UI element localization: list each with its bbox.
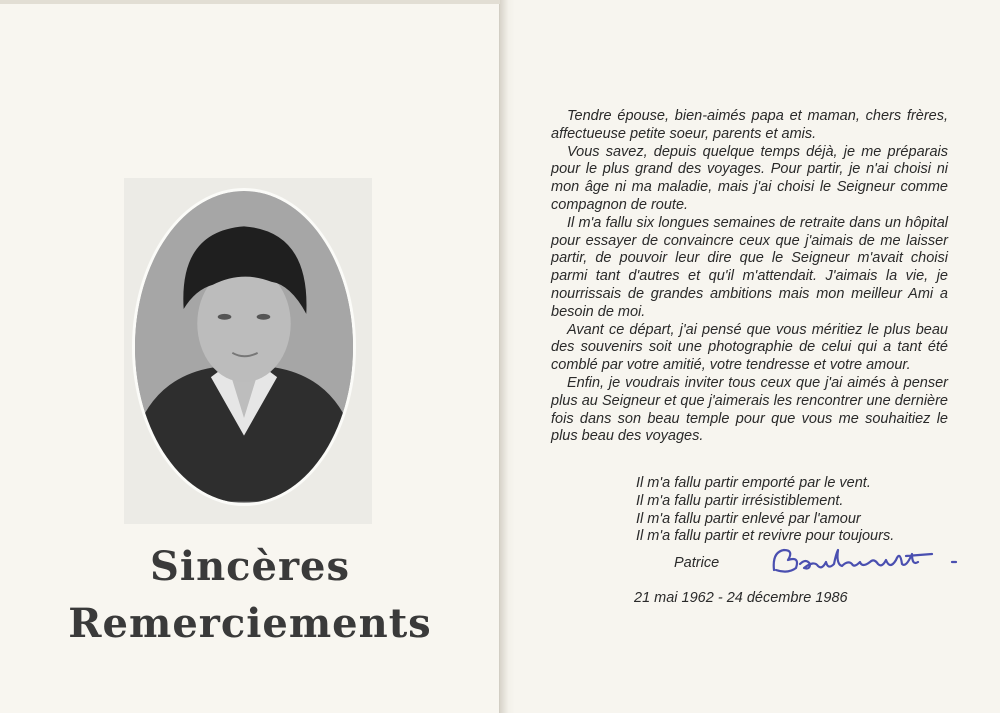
verse-line: Il m'a fallu partir et revivre pour toujours. [636, 528, 895, 545]
message-paragraph: Vous savez, depuis quelque temps déjà, je me préparais pour le plus grand des voyages. Pour partir, je n'ai choisi ni mon âge ni ma maladie, mais j'ai choisi le Seigneur comme compagnon de route. [551, 143, 948, 213]
message-paragraph: Tendre épouse, bien-aimés papa et maman, chers frères, affectueuse petite soeur, parents et amis. [551, 108, 948, 142]
verse-block [636, 475, 894, 546]
verse-line: Il m'a fallu partir emporté par le vent. [636, 475, 871, 491]
card-title-line1: Sincères [149, 543, 350, 590]
card-top-edge [0, 0, 500, 4]
portrait-illustration [135, 191, 353, 503]
message-paragraph: Il m'a fallu six longues semaines de retraite dans un hôpital pour essayer de convaincre ceux que j'aimais de me laisser partir, de pouvoir leur dire que le Seigneur m'avait choisi parmi tant d'autres et qu'il m'attendait. J'aimais la vie, je nourrissais de grandes ambitions mais mon meilleur Ami a besoin de moi. [551, 214, 948, 320]
card-title-line2: Remerciements [68, 600, 432, 647]
message-paragraph: Avant ce départ, j'ai pensé que vous méritiez le plus beau des souvenirs soit une photographie de celui qui a tant été comblé par votre amitié, votre tendresse et votre amour. [551, 321, 948, 374]
handwritten-signature [766, 540, 966, 580]
message-paragraph: Enfin, je voudrais inviter tous ceux que j'ai aimés à penser plus au Seigneur et que j'aimerais les rencontrer une dernière fois dans son beau temple pour que vous me souhaitiez le plus beau des voyages. [551, 374, 948, 445]
verse-line: Il m'a fallu partir enlevé par l'amour [636, 510, 861, 527]
card-fold-gutter [500, 0, 514, 713]
signed-name: Patrice [674, 555, 720, 571]
message-text [551, 108, 948, 446]
life-dates: 21 mai 1962 - 24 décembre 1986 [634, 590, 848, 606]
portrait-photo [132, 188, 356, 506]
verse-line: Il m'a fallu partir irrésistiblement. [636, 492, 844, 509]
